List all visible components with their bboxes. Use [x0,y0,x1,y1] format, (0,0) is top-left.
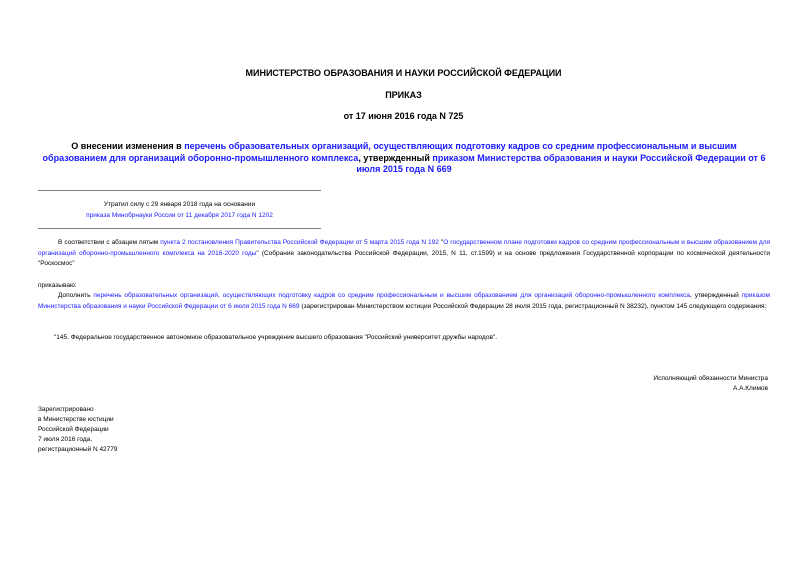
title-text-1: О внесении изменения в [71,141,185,151]
status-link[interactable]: приказа Минобрнауки России от 11 декабря 2017 года N 1202 [86,212,273,219]
preamble-link-plan[interactable]: О государственном плане подготовки кадров со средним профессиональным и высшим образованием для организаций оборонно-промышленного комплекса на 2016-2020 годы [38,239,771,257]
ministry-heading: МИНИСТЕРСТВО ОБРАЗОВАНИЯ И НАУКИ РОССИЙСКОЙ ФЕДЕРАЦИИ [245,68,562,78]
registration-line: 7 июля 2016 года, [38,436,93,443]
divider-bottom [38,228,321,229]
title-link-order[interactable]: приказом Министерства образования и науки Российской Федерации от 6 июля 2015 года N 669 [356,152,766,174]
date-number-heading: от 17 июня 2016 года N 725 [343,111,464,121]
divider-top [38,190,321,191]
preamble-text-3: " (Собрание законодательства Российской Федерации, 2015, N 11, ст.1599) и на основе предложения Государственной корпорации по космической деятельности "Роскосмос" [38,249,771,267]
signature-block [560,374,768,394]
order-text-2: , утвержденный [690,292,742,299]
status-block [38,200,321,220]
registration-line: в Министерстве юстиции [38,416,114,423]
item-145: "145. Федеральное государственное автономное образовательное учреждение высшего образования "Российский университет дружбы народов". [54,334,498,341]
title-text-2: , утвержденный [358,152,433,163]
document-title [38,141,770,176]
order-link-list[interactable]: перечень образовательных организаций, осуществляющих подготовку кадров со средним профессиональным и высшим образованием для организаций оборонно-промышленного комплекса [93,292,691,299]
doc-type-heading: ПРИКАЗ [385,90,422,100]
preamble-text-2: " [438,239,444,246]
registration-block [38,405,288,455]
preamble-text-1: В соответствии с абзацем пятым [58,239,161,246]
signature-name: А.А.Климов [732,385,768,392]
order-link-order[interactable]: приказом Министерства образования и науки Российской Федерации от 6 июля 2015 года N 669 [38,292,770,310]
signature-position: Исполняющий обязанности Министра [653,375,768,382]
order-text-1: Дополнить [58,292,94,299]
status-text: Утратил силу с 29 января 2018 года на основании [103,201,256,208]
order-paragraph [38,291,770,312]
registration-line: Российской Федерации [38,426,109,433]
preamble-paragraph [38,238,770,270]
registration-line: Зарегистрировано [38,406,94,413]
registration-line: регистрационный N 42779 [38,446,118,453]
order-intro: приказываю: [38,282,77,289]
preamble-link-resolution[interactable]: пункта 2 постановления Правительства Российской Федерации от 5 марта 2015 года N 192 [160,239,439,246]
title-link-list[interactable]: перечень образовательных организаций, осуществляющих подготовку кадров со средним профессиональным и высшим образованием для организаций оборонно-промышленного комплекса [42,141,737,163]
order-text-3: (зарегистрирован Министерством юстиции Российской Федерации 28 июля 2015 года, регистрационный N 38232), пунктом 145 следующего содержания: [299,302,767,310]
